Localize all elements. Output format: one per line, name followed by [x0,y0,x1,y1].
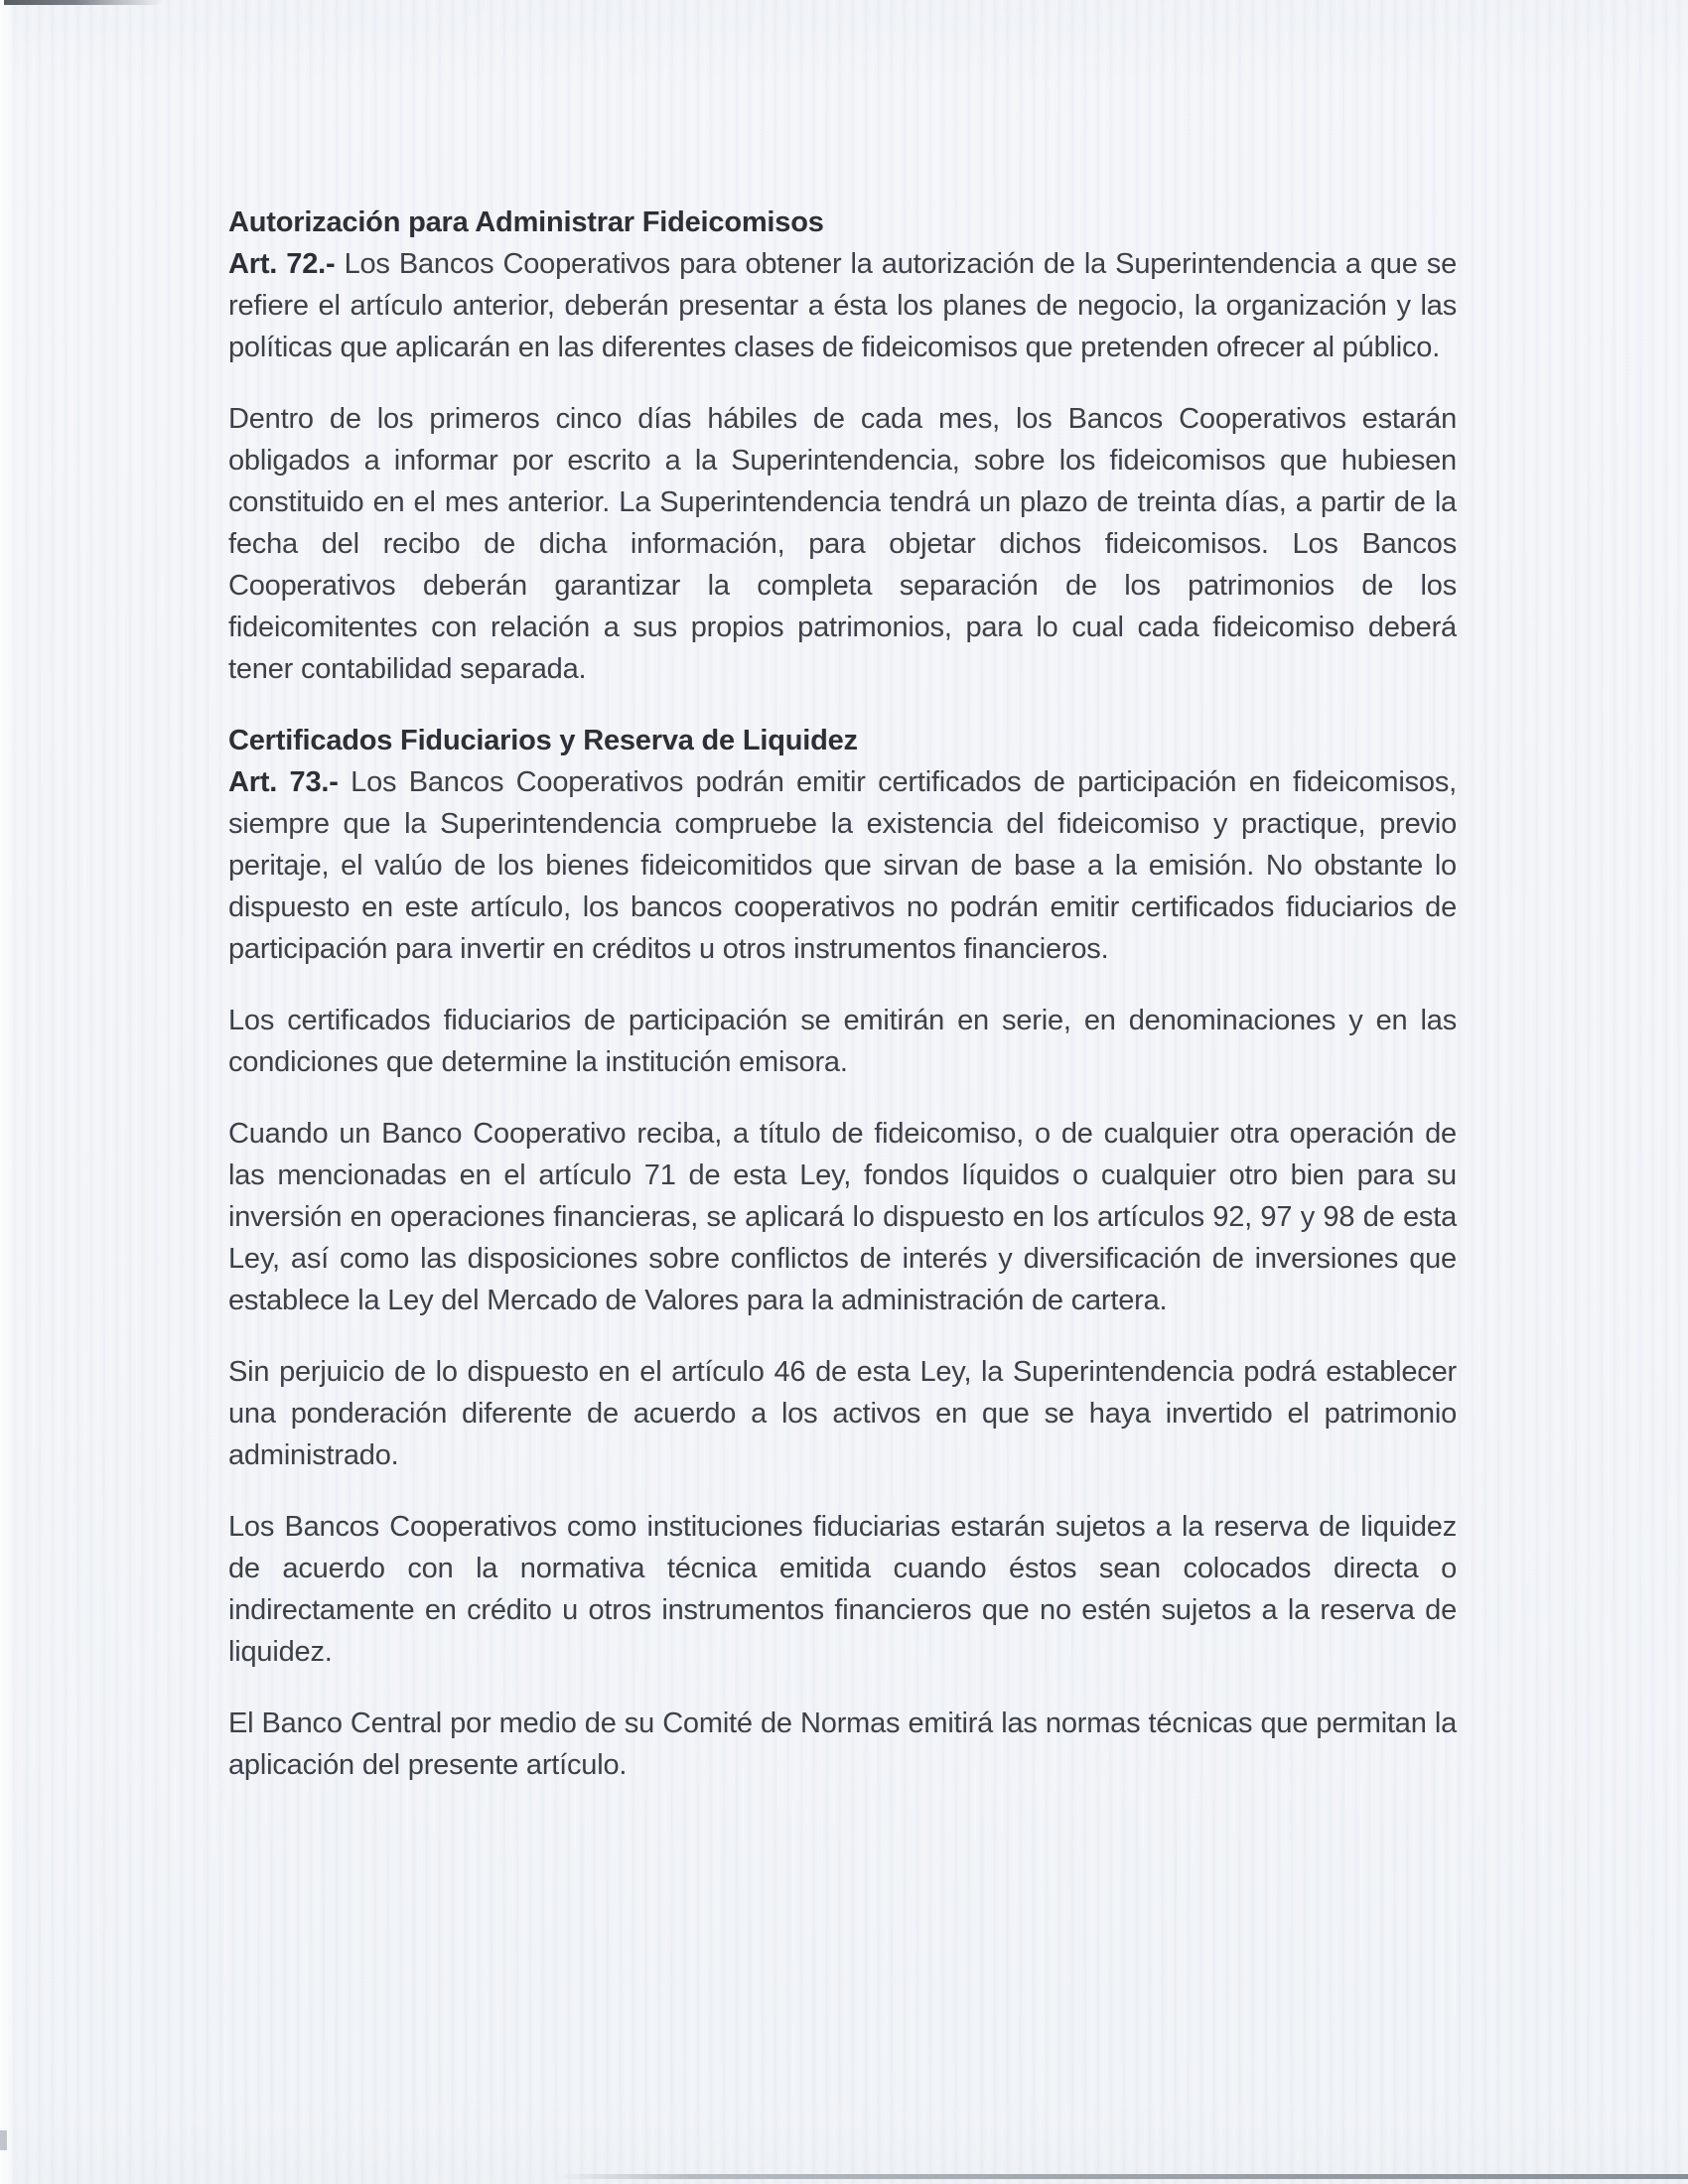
paragraph-certificados-serie: Los certificados fiduciarios de participación se emitirán en serie, en denominaciones y en las condiciones que determine la institución emisora. [228,1005,1457,1078]
article-72-number: Art. 72.- [228,248,336,280]
document-text-block [228,202,1457,1786]
paragraph-banco-reciba-fideicomiso: Cuando un Banco Cooperativo reciba, a título de fideicomiso, o de cualquier otra operación de las mencionadas en el artículo 71 de esta Ley, fondos líquidos o cualquier otro bien para su inversión en operaciones financieras, se aplicará lo dispuesto en los artículos 92, 97 y 98 de esta Ley, así como las disposiciones sobre conflictos de interés y diversificación de inversiones que establece la Ley del Mercado de Valores para la administración de cartera. [228,1118,1457,1316]
article-73-body: Los Bancos Cooperativos podrán emitir certificados de participación en fideicomisos, siempre que la Superintendencia compruebe la existencia del fideicomiso y practique, previo peritaje, el valúo de los bienes fideicomitidos que sirvan de base a la emisión. No obstante lo dispuesto en este artículo, los bancos cooperativos no podrán emitir certificados fiduciarios de participación para invertir en créditos u otros instrumentos financieros. [228,766,1458,965]
section-heading-autorizacion-fideicomisos: Autorización para Administrar Fideicomisos [228,206,824,238]
paragraph-article-73 [228,761,1457,970]
paragraph-ponderacion-diferente: Sin perjuicio de lo dispuesto en el artículo 46 de esta Ley, la Superintendencia podrá establecer una ponderación diferente de acuerdo a los activos en que se haya invertido el patrimonio administrado. [228,1356,1457,1471]
paragraph-banco-central-normas: El Banco Central por medio de su Comité de Normas emitirá las normas técnicas que permitan la aplicación del presente artículo. [228,1707,1457,1781]
paragraph-informar-superintendencia: Dentro de los primeros cinco días hábiles de cada mes, los Bancos Cooperativos estarán obligados a informar por escrito a la Superintendencia, sobre los fideicomisos que hubiesen constituido en el mes anterior. La Superintendencia tendrá un plazo de treinta días, a partir de la fecha del recibo de dicha información, para objetar dichos fideicomisos. Los Bancos Cooperativos deberán garantizar la completa separación de los patrimonios de los fideicomitentes con relación a sus propios patrimonios, para lo cual cada fideicomiso deberá tener contabilidad separada. [228,403,1457,685]
section-heading-certificados-fiduciarios: Certificados Fiduciarios y Reserva de Liquidez [228,725,858,756]
scan-left-edge-strip [0,0,15,2184]
scan-artifact-top-bar [4,0,163,5]
scan-artifact-bottom-line [556,2174,1688,2179]
article-73-number: Art. 73.- [228,766,339,798]
paragraph-article-72 [228,243,1457,368]
paragraph-reserva-liquidez: Los Bancos Cooperativos como instituciones fiduciarias estarán sujetos a la reserva de liquidez de acuerdo con la normativa técnica emitida cuando éstos sean colocados directa o indirectamente en crédito u otros instrumentos financieros que no estén sujetos a la reserva de liquidez. [228,1511,1457,1668]
article-72-body: Los Bancos Cooperativos para obtener la autorización de la Superintendencia a que se refiere el artículo anterior, deberán presentar a ésta los planes de negocio, la organización y las políticas que aplicarán en las diferentes clases de fideicomisos que pretenden ofrecer al público. [228,248,1458,363]
scan-artifact-left-dash [0,2130,7,2150]
